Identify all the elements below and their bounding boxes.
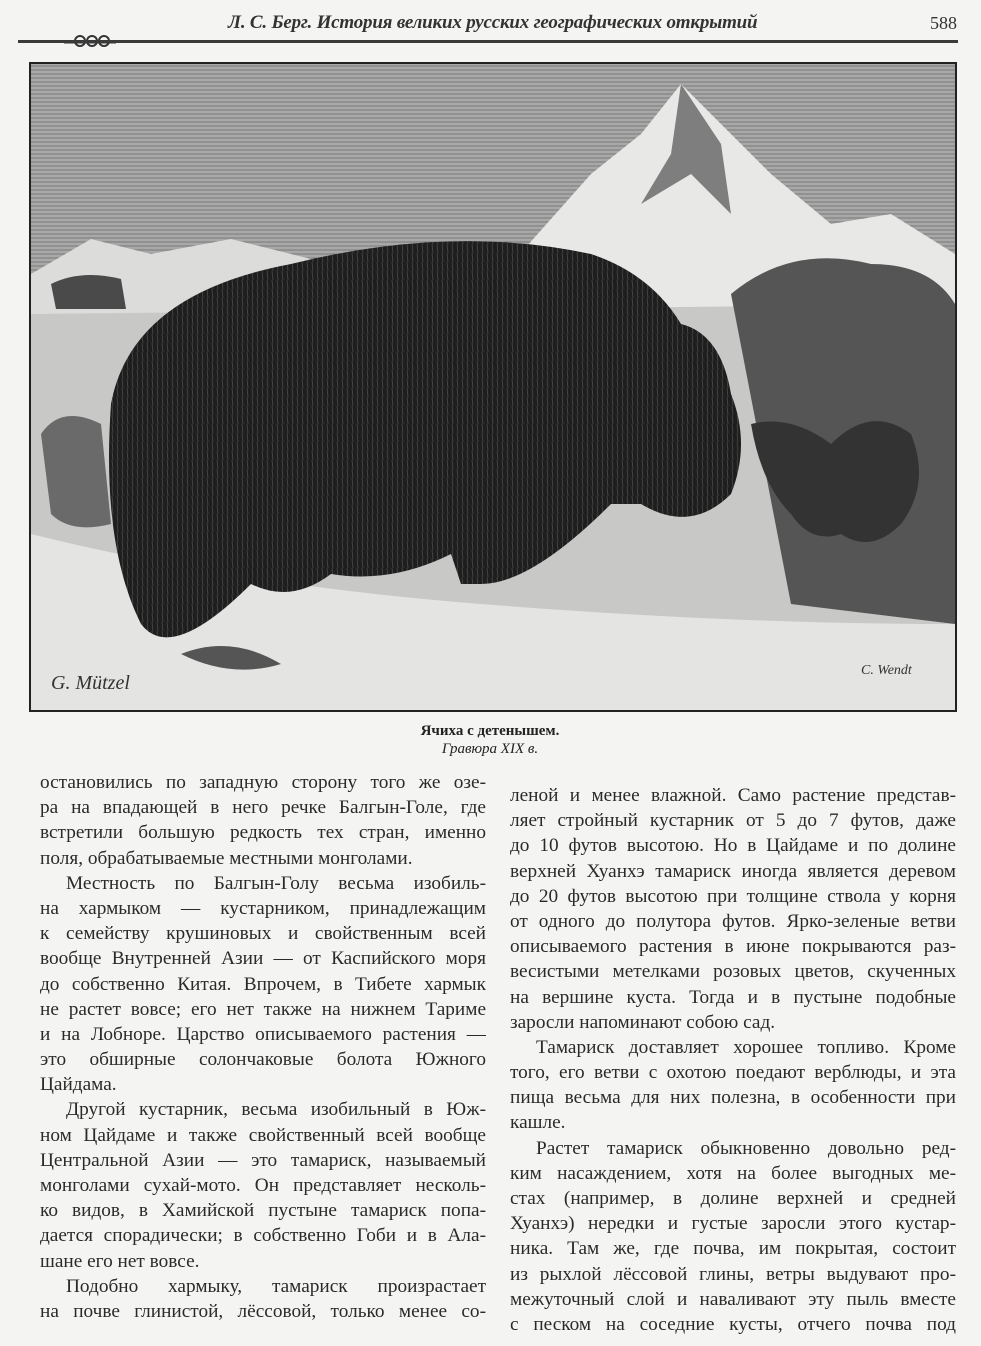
- text-line: описываемого растения в июне покрываются раз-: [510, 936, 956, 958]
- text-line: Хуанхэ) нередки и густые заросли этого кустар-: [510, 1213, 956, 1235]
- text-column-left: [40, 770, 486, 1324]
- text-line: не растет вовсе; его нет также на нижнем Тариме: [40, 998, 486, 1020]
- text-line: монголами сухай-мото. Он представляет несколь-: [40, 1175, 486, 1196]
- text-line: на вершине куста. Тогда и в пустыне подобные: [510, 986, 956, 1008]
- text-line: Цайдама.: [40, 1074, 117, 1096]
- text-line: это обширные солончаковые болота Южного: [40, 1049, 486, 1071]
- text-line: ким насаждением, хотя на более выгодных ме-: [510, 1162, 956, 1184]
- text-line: до 20 футов высотою при толщине ствола у корня: [510, 885, 956, 907]
- text-line: и на Лобноре. Царство описываемого растения —: [40, 1023, 486, 1045]
- text-line: межуточный слой и наваливают эту пыль вместе: [510, 1288, 956, 1310]
- text-line: до 10 футов высотою. Но в Цайдаме и по долине: [510, 835, 956, 857]
- figure-caption-subtitle: Гравюра XIX в.: [441, 741, 539, 757]
- text-line: стах (например, в долине верхней и средней: [510, 1188, 956, 1209]
- text-line: к семейству крушиновых и свойственным всей: [40, 923, 486, 945]
- text-line: дается спорадически; в собственно Гоби и в Ала-: [40, 1225, 486, 1247]
- text-line: на хармыком — кустарником, принадлежащим: [40, 897, 486, 919]
- text-column-right: [510, 783, 956, 1337]
- artist-signature-right: C. Wendt: [861, 663, 912, 678]
- text-line: из рыхлой лёссовой глины, ветры выдувают про-: [510, 1263, 956, 1285]
- artist-signature-left: G. Mützel: [51, 672, 130, 694]
- text-line: шане его нет вовсе.: [40, 1250, 200, 1272]
- running-head: [0, 0, 981, 50]
- text-line: Другой кустарник, весьма изобильный в Юж-: [66, 1099, 486, 1121]
- yak-calf-left: [41, 416, 111, 527]
- text-line: ко видов, в Хамийской пустыне тамариск попа-: [40, 1200, 486, 1222]
- page-number: 588: [930, 13, 957, 33]
- text-line: поля, обрабатываемые местными монголами.: [40, 847, 413, 869]
- text-line: Подобно хармыку, тамариск произрастает: [66, 1275, 486, 1297]
- distant-yak: [51, 275, 126, 309]
- text-line: ра на впадающей в него речке Балгын-Голе, где: [40, 797, 486, 819]
- text-line: верхней Хуанхэ тамариск иногда является деревом: [510, 860, 956, 882]
- text-line: встретили большую редкость тех стран, именно: [40, 822, 486, 844]
- text-line: леной и менее влажной. Само растение представ-: [510, 785, 956, 806]
- figure-caption-title: Ячиха с детенышем.: [420, 723, 560, 739]
- text-line: вообще Внутренней Азии — от Каспийского моря: [40, 948, 486, 970]
- text-line: с песком на соседние кусты, отчего почва под: [510, 1313, 956, 1335]
- text-line: весистыми метелками розовых цветов, скученных: [510, 961, 956, 983]
- text-line: того, его ветви с охотою поедают верблюды, и эта: [510, 1062, 956, 1084]
- text-line: кашле.: [510, 1112, 566, 1134]
- text-line: Тамариск доставляет хорошее топливо. Кроме: [536, 1036, 956, 1058]
- header-rule: [18, 40, 958, 43]
- engraving-illustration: [29, 62, 957, 712]
- text-line: ном Цайдаме и также свойственный всей вообще: [40, 1124, 486, 1146]
- text-line: Местность по Балгын-Голу весьма изобиль-: [66, 872, 486, 894]
- text-line: на почве глинистой, лёссовой, только менее со-: [40, 1300, 486, 1322]
- text-line: до собственно Китая. Впрочем, в Тибете хармык: [40, 973, 486, 995]
- text-line: от одного до полутора футов. Ярко-зеленые ветви: [510, 910, 956, 932]
- running-head-title: Л. С. Берг. История великих русских географических открытий: [228, 12, 758, 33]
- text-line: Центральной Азии — это тамариск, называемый: [40, 1149, 486, 1171]
- text-line: заросли напоминают собою сад.: [510, 1011, 776, 1033]
- text-line: остановились по западную сторону того же озе-: [40, 772, 486, 793]
- text-line: Растет тамариск обыкновенно довольно ред-: [536, 1137, 956, 1159]
- text-line: ляет стройный кустарник от 5 до 7 футов, даже: [510, 810, 956, 832]
- text-line: пища весьма для них полезна, в особенности при: [510, 1087, 956, 1109]
- text-line: ника. Там же, где почва, им покрытая, состоит: [510, 1238, 956, 1260]
